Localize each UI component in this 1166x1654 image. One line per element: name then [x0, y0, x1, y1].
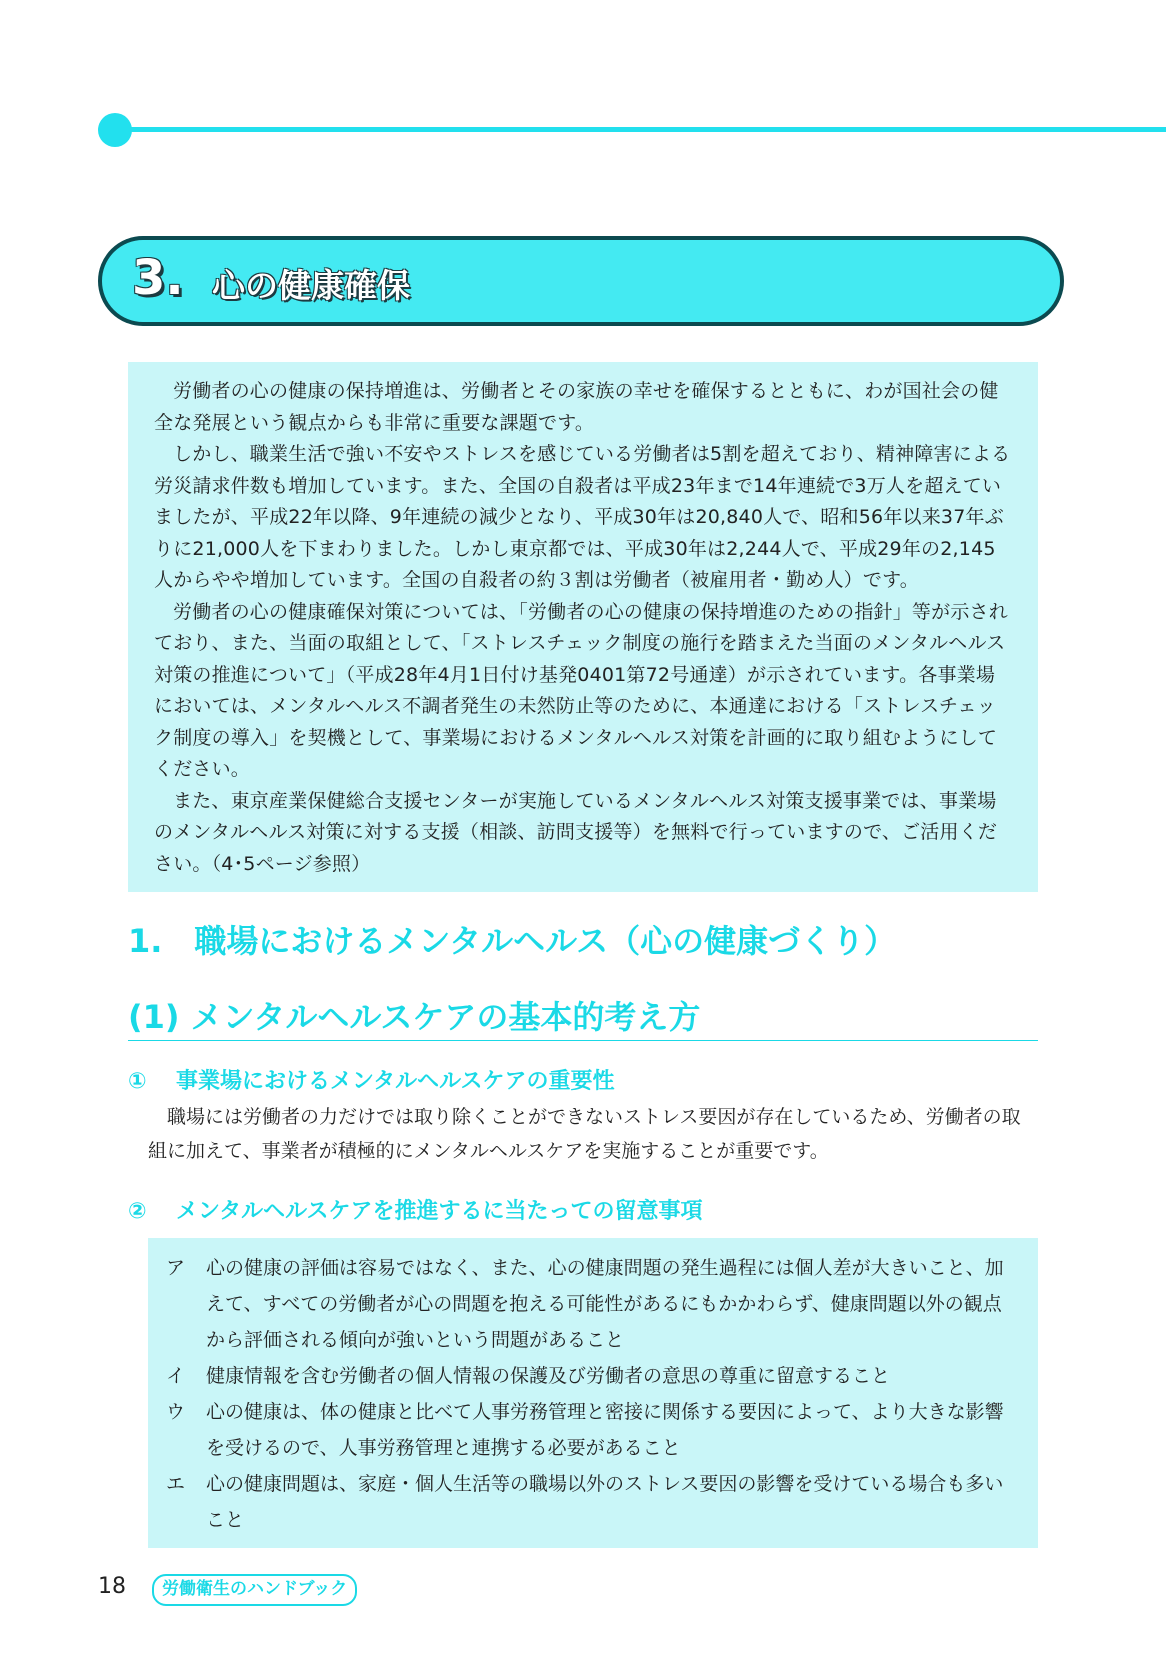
- page-number: 18: [98, 1574, 126, 1599]
- intro-box: [128, 362, 1038, 892]
- top-rule-line: [118, 127, 1166, 132]
- chapter-title: 心の健康確保: [212, 266, 410, 305]
- item-text: 健康情報を含む労働者の個人情報の保護及び労働者の意思の尊重に留意すること: [206, 1365, 891, 1387]
- list-item: [166, 1250, 1020, 1358]
- intro-paragraph-3: 労働者の心の健康確保対策については、「労働者の心の健康の保持増進のための指針」等が示されており、また、当面の取組として、「ストレスチェック制度の施行を踏まえた当面のメンタルヘルス対策の推進について」（平成28年4月1日付け基発0401第72号通達）が示されています。各事業場においては、メンタルヘルス不調者発生の未然防止等のために、本通達における「ストレスチェック制度の導入」を契機として、事業場におけるメンタルヘルス対策を計画的に取り組むようにしてください。: [154, 600, 1008, 780]
- intro-paragraph-2: しかし、職業生活で強い不安やストレスを感じている労働者は5割を超えており、精神障害による労災請求件数も増加しています。また、全国の自殺者は平成23年まで14年連続で3万人を超えていましたが、平成22年以降、9年連続の減少となり、平成30年は20,840人で、昭和56年以来37年ぶりに21,000人を下まわりました。しかし東京都では、平成30年は2,244人で、平成29年の2,145人からやや増加しています。全国の自殺者の約３割は労働者（被雇用者・勤め人）です。: [154, 443, 1011, 591]
- point-1-title: 事業場におけるメンタルヘルスケアの重要性: [176, 1069, 615, 1094]
- item-mark: ア: [166, 1257, 186, 1279]
- top-rule-dot: [98, 113, 132, 147]
- item-text: 心の健康の評価は容易ではなく、また、心の健康問題の発生過程には個人差が大きいこと、加えて、すべての労働者が心の問題を抱える可能性があるにもかかわらず、健康問題以外の観点から評価される傾向が強いという問題があること: [206, 1257, 1004, 1351]
- item-mark: エ: [166, 1473, 186, 1495]
- chapter-number: 3.: [132, 250, 184, 306]
- section-heading: 1. 職場におけるメンタルヘルス（心の健康づくり）: [128, 922, 897, 960]
- point-2-title: メンタルヘルスケアを推進するに当たっての留意事項: [176, 1199, 703, 1224]
- list-item: [166, 1394, 1020, 1466]
- item-mark: イ: [166, 1365, 186, 1387]
- point-2-number: ②: [128, 1199, 147, 1224]
- top-decorative-rule: [98, 113, 1166, 139]
- handbook-badge: 労働衛生のハンドブック: [152, 1574, 357, 1606]
- item-text: 心の健康は、体の健康と比べて人事労務管理と密接に関係する要因によって、より大きな影響を受けるので、人事労務管理と連携する必要があること: [206, 1401, 1004, 1459]
- point-1-number: ①: [128, 1069, 147, 1094]
- point-1-heading: [128, 1064, 614, 1095]
- point-1-text: 職場には労働者の力だけでは取り除くことができないストレス要因が存在しているため、労働者の取組に加えて、事業者が積極的にメンタルヘルスケアを実施することが重要です。: [148, 1106, 1021, 1162]
- considerations-box: [148, 1238, 1038, 1548]
- subsection-divider: [128, 1040, 1038, 1041]
- item-text: 心の健康問題は、家庭・個人生活等の職場以外のストレス要因の影響を受けている場合も多いこと: [206, 1473, 1004, 1531]
- intro-paragraph-1: 労働者の心の健康の保持増進は、労働者とその家族の幸せを確保するとともに、わが国社会の健全な発展という観点からも非常に重要な課題です。: [154, 380, 999, 434]
- item-mark: ウ: [166, 1401, 186, 1423]
- list-item: [166, 1466, 1020, 1538]
- chapter-banner: [98, 236, 1064, 326]
- intro-paragraph-4: また、東京産業保健総合支援センターが実施しているメンタルヘルス対策支援事業では、事業場のメンタルヘルス対策に対する支援（相談、訪問支援等）を無料で行っていますので、ご活用ください。（4･5ページ参照）: [154, 789, 998, 875]
- point-2-heading: [128, 1194, 702, 1225]
- subsection-heading: (1) メンタルヘルスケアの基本的考え方: [128, 998, 701, 1036]
- list-item: [166, 1358, 1020, 1394]
